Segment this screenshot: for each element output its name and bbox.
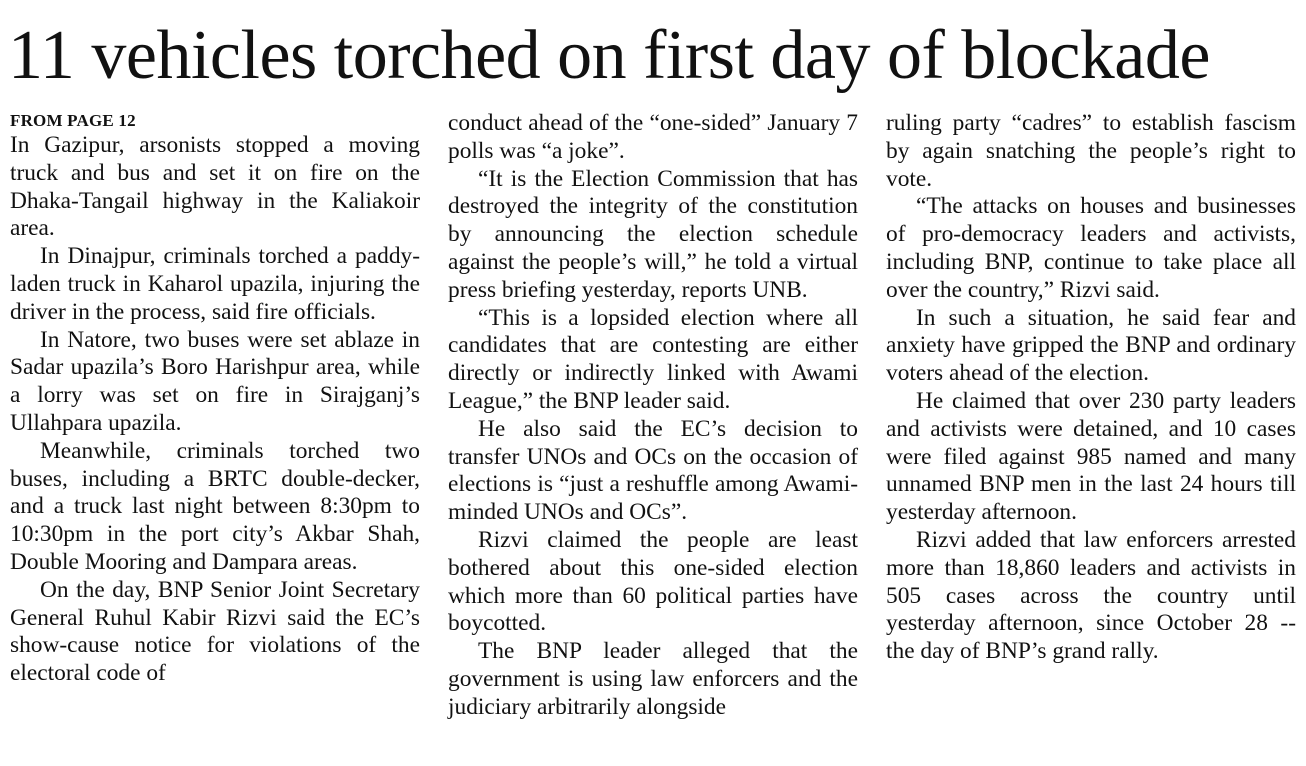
paragraph: “This is a lopsided election where all candidates that are contesting are either directly or indirectly linked with Awami League,” the BNP leader said. — [448, 304, 858, 414]
paragraph: The BNP leader alleged that the government is using law enforcers and the judiciary arbitrarily alongside — [448, 638, 858, 720]
paragraph: In such a situation, he said fear and anxiety have gripped the BNP and ordinary voters ahead of the election. — [886, 304, 1296, 387]
article-column-1 — [10, 110, 420, 688]
article-column-3 — [886, 110, 1296, 666]
paragraph: In Natore, two buses were set ablaze in Sadar upazila’s Boro Harishpur area, while a lorry was set on fire in Sirajganj’s Ullahpara upazila. — [10, 326, 420, 436]
paragraph: In Gazipur, arsonists stopped a moving truck and bus and set it on fire on the Dhaka-Tangail highway in the Kaliakoir area. — [10, 132, 420, 242]
paragraph: He claimed that over 230 party leaders and activists were detained, and 10 cases were filed against 985 named and many unnamed BNP men in the last 24 hours till yesterday afternoon. — [886, 387, 1296, 526]
paragraph: “It is the Election Commission that has destroyed the integrity of the constitution by announcing the election schedule against the people’s will,” he told a virtual press briefing yesterday, reports UNB. — [448, 165, 858, 303]
paragraph: Rizvi added that law enforcers arrested more than 18,860 leaders and activists in 505 cases across the country until yesterday afternoon, since October 28 -- the day of BNP’s grand rally. — [886, 526, 1296, 665]
article-column-2 — [448, 110, 858, 722]
paragraph: In Dinajpur, criminals torched a paddy-laden truck in Kaharol upazila, injuring the driver in the process, said fire officials. — [10, 243, 420, 325]
headline: 11 vehicles torched on first day of blockade — [8, 17, 1210, 94]
paragraph: Meanwhile, criminals torched two buses, including a BRTC double-decker, and a truck last night between 8:30pm to 10:30pm in the port city’s Akbar Shah, Double Mooring and Dampara areas. — [10, 437, 420, 575]
paragraph: Rizvi claimed the people are least bothered about this one-sided election which more than 60 political parties have boycotted. — [448, 526, 858, 637]
paragraph: “The attacks on houses and businesses of pro-democracy leaders and activists, including BNP, continue to take place all over the country,” Rizvi said. — [886, 193, 1296, 303]
paragraph: ruling party “cadres” to establish fascism by again snatching the people’s right to vote. — [886, 110, 1296, 192]
paragraph: conduct ahead of the “one-sided” January 7 polls was “a joke”. — [448, 110, 858, 164]
jump-label: FROM PAGE 12 — [10, 111, 136, 130]
paragraph: On the day, BNP Senior Joint Secretary General Ruhul Kabir Rizvi said the EC’s show-cause notice for violations of the electoral code of — [10, 576, 420, 687]
paragraph: He also said the EC’s decision to transfer UNOs and OCs on the occasion of elections is “just a reshuffle among Awami-minded UNOs and OCs”. — [448, 415, 858, 526]
